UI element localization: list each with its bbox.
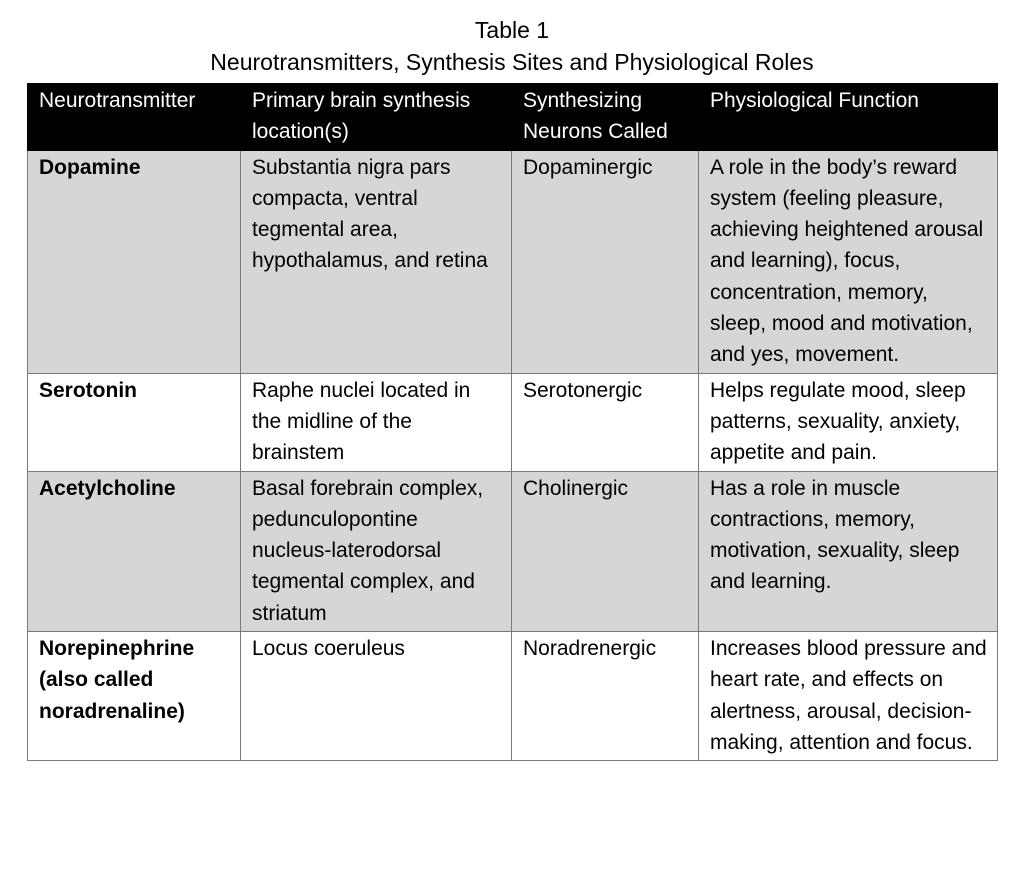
cell-function: A role in the body’s reward system (feeling pleasure, achieving heightened arousal and learning), focus, concentration, memory, sleep, mood and motivation, and yes, movement. bbox=[699, 150, 998, 373]
table-header-row bbox=[28, 84, 998, 151]
cell-neurons: Noradrenergic bbox=[512, 632, 699, 761]
table-row bbox=[28, 373, 998, 471]
cell-function: Increases blood pressure and heart rate, and effects on alertness, arousal, decision-making, attention and focus. bbox=[699, 632, 998, 761]
cell-neurotransmitter: Dopamine bbox=[28, 150, 241, 373]
cell-neurotransmitter: Norepinephrine (also called noradrenaline) bbox=[28, 632, 241, 761]
cell-neurons: Serotonergic bbox=[512, 373, 699, 471]
table-row bbox=[28, 471, 998, 631]
cell-location: Substantia nigra pars compacta, ventral tegmental area, hypothalamus, and retina bbox=[241, 150, 512, 373]
header-neurotransmitter: Neurotransmitter bbox=[28, 84, 241, 151]
neurotransmitter-table bbox=[27, 83, 998, 761]
cell-neurons: Cholinergic bbox=[512, 471, 699, 631]
cell-neurotransmitter: Serotonin bbox=[28, 373, 241, 471]
table-label: Table 1 bbox=[474, 17, 550, 43]
table-caption bbox=[0, 0, 1024, 82]
cell-function: Helps regulate mood, sleep patterns, sexuality, anxiety, appetite and pain. bbox=[699, 373, 998, 471]
header-synthesizing-neurons: Synthesizing Neurons Called bbox=[512, 84, 699, 151]
table-title: Neurotransmitters, Synthesis Sites and Physiological Roles bbox=[210, 49, 814, 75]
table-row bbox=[28, 150, 998, 373]
cell-function: Has a role in muscle contractions, memory, motivation, sexuality, sleep and learning. bbox=[699, 471, 998, 631]
cell-neurotransmitter: Acetylcholine bbox=[28, 471, 241, 631]
header-synthesis-location: Primary brain synthesis location(s) bbox=[241, 84, 512, 151]
cell-neurons: Dopaminergic bbox=[512, 150, 699, 373]
cell-location: Basal forebrain complex, pedunculopontine nucleus-laterodorsal tegmental complex, and striatum bbox=[241, 471, 512, 631]
header-physiological-function: Physiological Function bbox=[699, 84, 998, 151]
cell-location: Raphe nuclei located in the midline of the brainstem bbox=[241, 373, 512, 471]
table-row bbox=[28, 632, 998, 761]
cell-location: Locus coeruleus bbox=[241, 632, 512, 761]
